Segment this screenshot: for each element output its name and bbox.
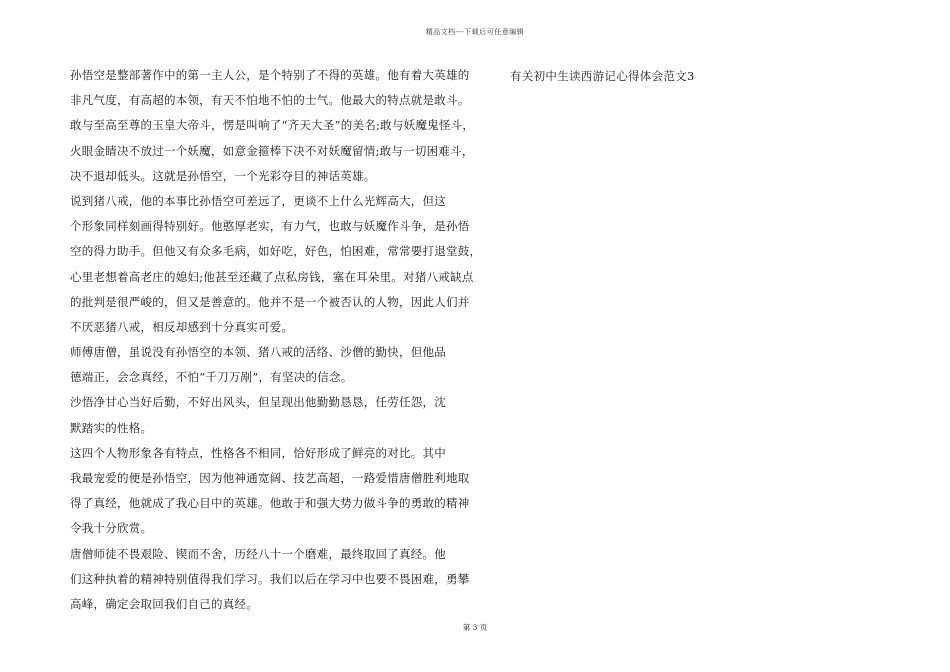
document-title: 有关初中生读西游记心得体会范文3: [510, 69, 695, 83]
text-line: 这四个人物形象各有特点，性格各不相同，恰好形成了鲜亮的对比。其中: [70, 445, 446, 460]
text-line: 德端正，会念真经，不怕“千刀万剐”，有坚决的信念。: [70, 370, 353, 385]
text-line: 决不退却低头。这就是孙悟空，一个光彩夺目的神话英雄。: [70, 168, 376, 183]
text-line: 默踏实的性格。: [70, 420, 153, 435]
text-line: 说到猪八戒，他的本事比孙悟空可差远了，更谈不上什么光辉高大，但这: [70, 193, 446, 208]
text-line: 孙悟空是整部著作中的第一主人公，是个特别了不得的英雄。他有着大英雄的: [70, 68, 470, 82]
text-line: 们这种执着的精神特别值得我们学习。我们以后在学习中也要不畏困难，勇攀: [70, 571, 470, 586]
page-header: 精品文档---下载后可任意编辑: [425, 28, 525, 36]
text-line: 高峰，确定会取回我们自己的真经。: [70, 596, 258, 611]
text-line: 个形象同样刻画得特别好。他憨厚老实，有力气，也敢与妖魔作斗争，是孙悟: [70, 219, 470, 234]
text-line: 非凡气度，有高超的本领，有天不怕地不怕的士气。他最大的特点就是敢斗。: [70, 93, 470, 108]
text-line: 火眼金睛决不放过一个妖魔，如意金箍棒下决不对妖魔留情;敢与一切困难斗，: [70, 143, 474, 158]
text-line: 师傅唐僧，虽说没有孙悟空的本领、猪八戒的活络、沙僧的勤快，但他品: [70, 345, 446, 360]
text-line: 得了真经，他就成了我心目中的英雄。他敢于和强大势力做斗争的勇敢的精神: [70, 496, 470, 511]
body-text-column: [70, 63, 480, 617]
text-line: 敢与至高至尊的玉皇大帝斗，愣是叫响了“齐天大圣”的美名;敢与妖魔鬼怪斗，: [70, 118, 475, 133]
text-line: 心里老想着高老庄的媳妇;他甚至还藏了点私房钱，塞在耳朵里。对猪八戒缺点: [70, 269, 474, 284]
page-number: 第 3 页: [462, 623, 488, 632]
text-line: 我最宠爱的便是孙悟空，因为他神通宽阔、技艺高超，一路爱惜唐僧胜利地取: [70, 471, 470, 485]
text-line: 空的得力助手。但他又有众多毛病，如好吃，好色，怕困难，常常要打退堂鼓，: [70, 244, 482, 259]
text-line: 沙悟净甘心当好后勤，不好出风头，但呈现出他勤勤恳恳，任劳任怨，沈: [70, 395, 446, 410]
text-line: 唐僧师徒不畏艰险、锲而不舍，历经八十一个磨难，最终取回了真经。他: [70, 546, 446, 561]
text-line: 令我十分欣赏。: [70, 521, 153, 536]
text-line: 的批判是很严峻的，但又是善意的。他并不是一个被否认的人物，因此人们并: [70, 294, 470, 309]
text-line: 不厌恶猪八戒，相反却感到十分真实可爱。: [70, 319, 294, 334]
